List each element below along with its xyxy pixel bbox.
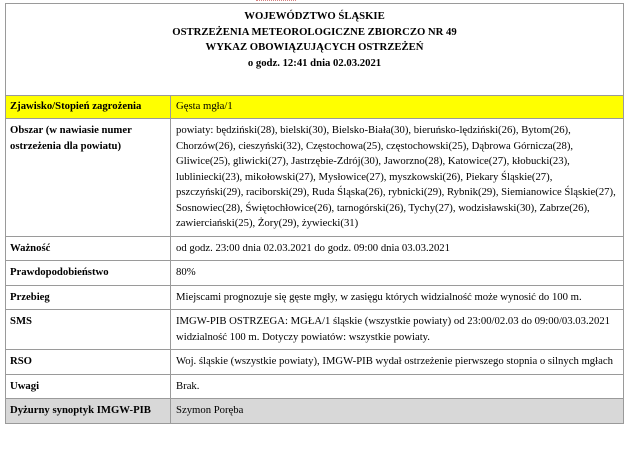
row-zjawisko bbox=[6, 96, 624, 119]
header-timestamp: o godz. 12:41 dnia 02.03.2021 bbox=[247, 56, 382, 69]
sms-value: IMGW-PIB OSTRZEGA: MGŁA/1 śląskie (wszystkie powiaty) od 23:00/02.03 do 09:00/03.03.2021 widzialność 100 m. Dotyczy powiatów: wszystkie powiaty. bbox=[171, 310, 624, 350]
dyzurny-label: Dyżurny synoptyk IMGW-PIB bbox=[6, 399, 171, 424]
row-waznosc bbox=[6, 236, 624, 261]
uwagi-label: Uwagi bbox=[6, 374, 171, 399]
row-sms bbox=[6, 310, 624, 350]
row-obszar bbox=[6, 119, 624, 237]
row-przebieg bbox=[6, 285, 624, 310]
header-cell bbox=[6, 4, 624, 96]
header-row bbox=[6, 4, 624, 96]
row-dyzurny bbox=[6, 399, 624, 424]
header-region: WOJEWÓDZTWO ŚLĄSKIE bbox=[244, 10, 385, 22]
dyzurny-value: Szymon Poręba bbox=[171, 399, 624, 424]
przebieg-label: Przebieg bbox=[6, 285, 171, 310]
waznosc-value: od godz. 23:00 dnia 02.03.2021 do godz. 09:00 dnia 03.03.2021 bbox=[171, 236, 624, 261]
rso-label: RSO bbox=[6, 350, 171, 375]
prawdopodobienstwo-label: Prawdopodobieństwo bbox=[6, 261, 171, 286]
sms-label: SMS bbox=[6, 310, 171, 350]
row-prawdopodobienstwo bbox=[6, 261, 624, 286]
przebieg-value: Miejscami prognozuje się gęste mgły, w zasięgu których widzialność może wynosić do 100 m. bbox=[171, 285, 624, 310]
zjawisko-label: Zjawisko/Stopień zagrożenia bbox=[6, 96, 171, 119]
header-list-title: WYKAZ OBOWIĄZUJĄCYCH OSTRZEŻEŃ bbox=[205, 41, 424, 53]
uwagi-value: Brak. bbox=[171, 374, 624, 399]
row-uwagi bbox=[6, 374, 624, 399]
prawdopodobienstwo-value: 80% bbox=[171, 261, 624, 286]
zjawisko-value: Gęsta mgła/1 bbox=[171, 96, 624, 119]
waznosc-label: Ważność bbox=[6, 236, 171, 261]
rso-value: Woj. śląskie (wszystkie powiaty), IMGW-PIB wydał ostrzeżenie pierwszego stopnia o silnych mgłach bbox=[171, 350, 624, 375]
obszar-label: Obszar (w nawiasie numer ostrzeżenia dla powiatu) bbox=[6, 119, 171, 237]
row-rso bbox=[6, 350, 624, 375]
warning-table bbox=[5, 3, 624, 424]
obszar-value: powiaty: będziński(28), bielski(30), Bielsko-Biała(30), bieruńsko-lędziński(26), Bytom(26), Chorzów(26), cieszyński(32), Częstochowa(25), częstochowski(25), Dąbrowa Górnicza(28), Gliwice(25), gliwicki(27), Jastrzębie-Zdrój(30), Jaworzno(28), Katowice(27), kłobucki(23), lubliniecki(23), mikołowski(27), Mysłowice(27), myszkowski(26), Piekary Śląskie(27), pszczyński(29), raciborski(29), Ruda Śląska(26), rybnicki(29), Rybnik(29), Siemianowice Śląskie(27), Sosnowiec(28), Świętochłowice(26), tarnogórski(26), Tychy(27), wodzisławski(30), Zabrze(26), zawierciański(25), Żory(29), żywiecki(31) bbox=[171, 119, 624, 237]
header-bulletin-number: OSTRZEŻENIA METEOROLOGICZNE ZBIORCZO NR 49 bbox=[172, 25, 457, 38]
